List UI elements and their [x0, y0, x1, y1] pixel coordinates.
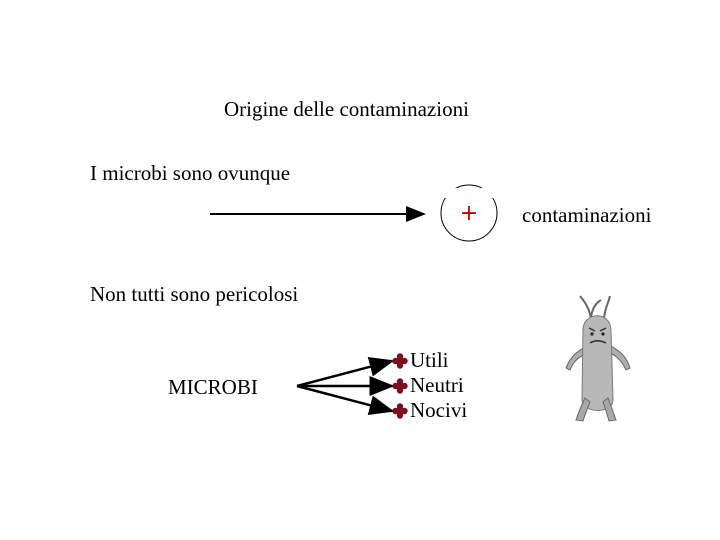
microbe-cartoon-icon [566, 296, 630, 421]
source-microbi: MICROBI [168, 375, 258, 399]
slide-title: Origine delle contaminazioni [224, 97, 469, 121]
category-label: Nocivi [410, 398, 468, 422]
branch-arrows [297, 361, 392, 411]
category-list [392, 348, 467, 423]
diamond-bullet-icon [392, 378, 408, 394]
list-item [392, 348, 467, 373]
list-item [392, 373, 467, 398]
statement-microbes-everywhere: I microbi sono ovunque [90, 161, 291, 185]
result-contaminazioni: contaminazioni [522, 203, 652, 227]
diamond-bullet-icon [392, 353, 408, 369]
plus-sign: + [459, 201, 479, 226]
list-item [392, 398, 467, 423]
statement-not-all-dangerous: Non tutti sono pericolosi [90, 282, 299, 306]
category-label: Utili [410, 348, 449, 372]
category-label: Neutri [410, 373, 464, 397]
diamond-bullet-icon [392, 403, 408, 419]
